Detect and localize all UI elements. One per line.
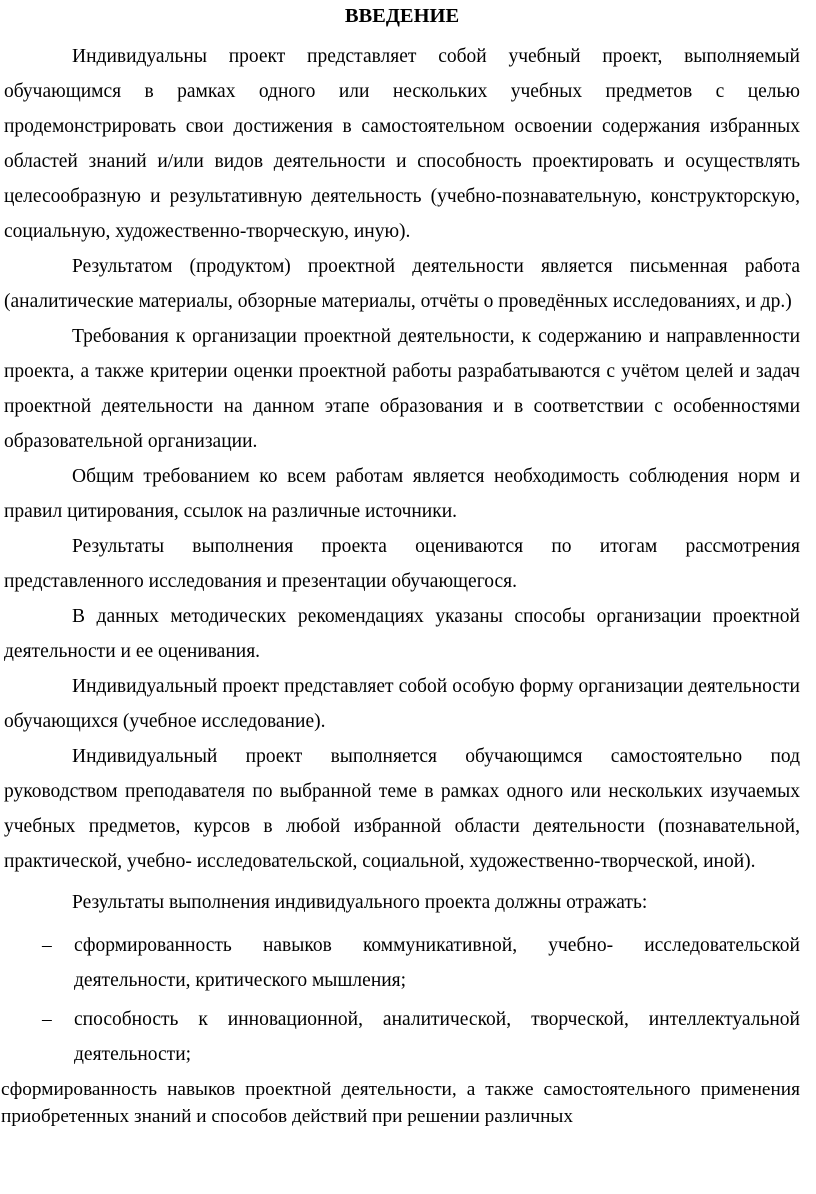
paragraph-result-product: Результатом (продуктом) проектной деятельности является письменная работа (аналитические материалы, обзорные материалы, отчёты о проведённых исследованиях, и др.) — [4, 256, 800, 312]
dash-bullet: – — [42, 935, 52, 956]
paragraph-requirements: Требования к организации проектной деятельности, к содержанию и направленности проекта, а также критерии оценки проектной работы разрабатываются с учётом целей и задач проектной деятельности на данном этапе образования и в соответствии с особенностями образовательной организации. — [4, 326, 800, 452]
paragraph-intro: Индивидуальны проект представляет собой учебный проект, выполняемый обучающимся в рамках одного или нескольких учебных предметов с целью продемонстрировать свои достижения в самостоятельном освоении содержания избранных областей знаний и/или видов деятельности и способность проектировать и осуществлять целесообразную и результативную деятельность (учебно-познавательную, конструкторскую, социальную, художественно-творческую, иную). — [4, 46, 800, 242]
document-title: ВВЕДЕНИЕ — [344, 5, 460, 27]
list-item — [42, 928, 800, 998]
paragraph-results-reflect: Результаты выполнения индивидуального проекта должны отражать: — [72, 892, 648, 913]
list-item — [42, 1002, 800, 1072]
paragraph-general-requirement: Общим требованием ко всем работам является необходимость соблюдения норм и правил цитирования, ссылок на различные источники. — [4, 466, 800, 522]
paragraph-results-evaluated: Результаты выполнения проекта оцениваются по итогам рассмотрения представленного исследования и презентации обучающегося. — [4, 536, 800, 592]
paragraph-special-form: Индивидуальный проект представляет собой особую форму организации деятельности обучающихся (учебное исследование). — [4, 676, 800, 732]
list-item-text: способность к инновационной, аналитической, творческой, интеллектуальной деятельности; — [74, 1009, 800, 1065]
list-item-text: сформированность навыков коммуникативной, учебно- исследовательской деятельности, критического мышления; — [74, 935, 800, 991]
dash-bullet: – — [42, 1009, 52, 1030]
paragraph-recommendations: В данных методических рекомендациях указаны способы организации проектной деятельности и ее оценивания. — [4, 606, 800, 662]
paragraph-performed-independently: Индивидуальный проект выполняется обучающимся самостоятельно под руководством преподавателя по выбранной теме в рамках одного или нескольких изучаемых учебных предметов, курсов в любой избранной области деятельности (познавательной, практической, учебно- исследовательской, социальной, художественно-творческой, иной). — [4, 746, 800, 872]
requirements-list — [4, 928, 800, 1072]
paragraph-closing: сформированность навыков проектной деятельности, а также самостоятельного применения приобретенных знаний и способов действий при решении различных — [1, 1079, 800, 1127]
